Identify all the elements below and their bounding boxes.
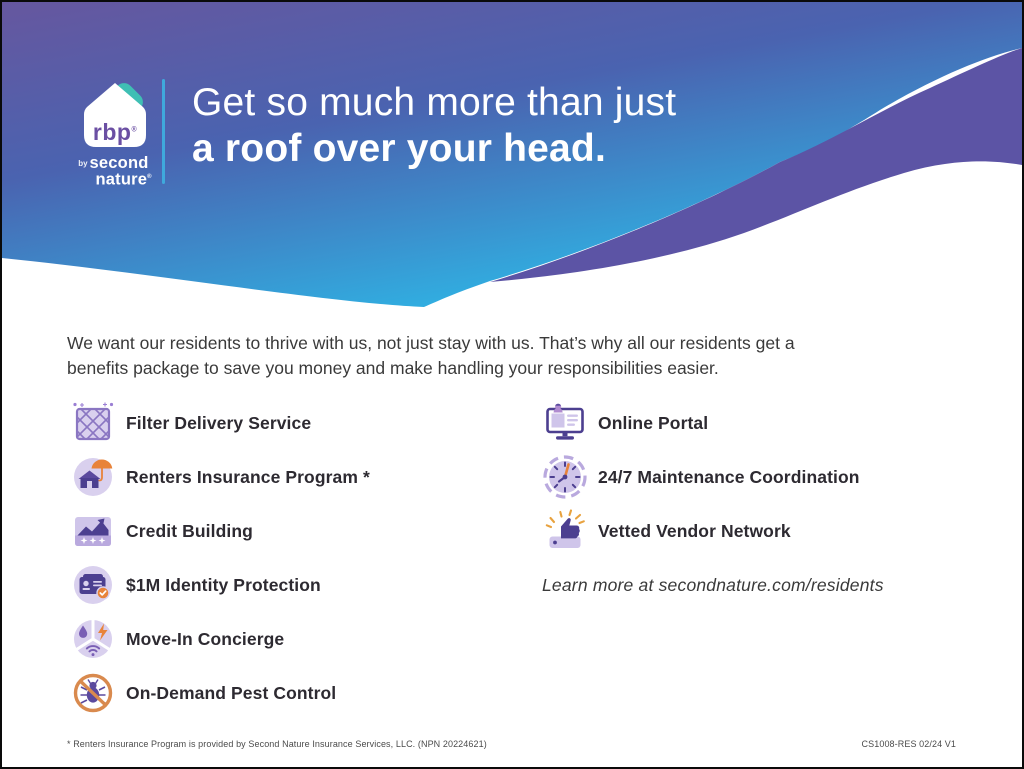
utilities-wheel-icon <box>70 616 116 662</box>
headline-line-1: Get so much more than just <box>192 81 677 124</box>
learn-more-text: Learn more at secondnature.com/residents <box>542 574 884 595</box>
rbp-logo-mark <box>74 78 156 154</box>
header-divider-line <box>162 79 165 184</box>
benefits-column-right <box>542 400 884 608</box>
insurance-disclaimer: * Renters Insurance Program is provided by Second Nature Insurance Services, LLC. (NPN 20224621) <box>67 739 487 749</box>
id-card-check-icon <box>70 562 116 608</box>
intro-paragraph <box>67 331 947 381</box>
intro-line-1: We want our residents to thrive with us, not just stay with us. That’s why all our residents get a <box>67 333 795 353</box>
benefit-vetted-vendors <box>542 508 884 554</box>
credit-stars-icon <box>70 508 116 554</box>
rbp-logo-text: rbp® <box>92 119 138 145</box>
thumbs-up-icon <box>542 508 588 554</box>
benefit-label: Online Portal <box>598 412 709 433</box>
rbp-reg-mark: ® <box>131 126 138 134</box>
house-umbrella-icon <box>70 454 116 500</box>
learn-more-row <box>542 562 884 608</box>
monitor-portal-icon <box>542 400 588 446</box>
brand-nature: nature® <box>95 170 152 189</box>
benefit-renters-insurance <box>70 454 370 500</box>
benefits-column-left <box>70 400 370 716</box>
benefit-label: Filter Delivery Service <box>126 412 312 433</box>
benefit-label: Vetted Vendor Network <box>598 520 791 541</box>
benefit-credit-building <box>70 508 370 554</box>
benefit-filter-delivery <box>70 400 370 446</box>
benefit-online-portal <box>542 400 884 446</box>
benefit-label: Move-In Concierge <box>126 628 285 649</box>
benefit-label: $1M Identity Protection <box>126 574 321 595</box>
second-nature-wordmark <box>72 156 158 187</box>
benefit-label: Renters Insurance Program * <box>126 466 370 487</box>
air-filter-icon <box>70 400 116 446</box>
headline-line-2: a roof over your head. <box>192 127 606 170</box>
no-pests-icon <box>70 670 116 716</box>
headline <box>192 80 676 172</box>
intro-line-2: benefits package to save you money and make handling your responsibilities easier. <box>67 358 719 378</box>
benefit-move-in-concierge <box>70 616 370 662</box>
benefit-pest-control <box>70 670 370 716</box>
rbp-logo <box>72 78 158 187</box>
benefit-identity-protection <box>70 562 370 608</box>
benefit-label: Credit Building <box>126 520 253 541</box>
document-code: CS1008-RES 02/24 V1 <box>861 739 956 749</box>
benefit-maintenance-coordination <box>542 454 884 500</box>
benefit-label: On-Demand Pest Control <box>126 682 337 703</box>
benefit-label: 24/7 Maintenance Coordination <box>598 466 860 487</box>
by-label: by <box>78 159 88 168</box>
brand-second: second <box>89 154 149 172</box>
clock-icon <box>542 454 588 500</box>
